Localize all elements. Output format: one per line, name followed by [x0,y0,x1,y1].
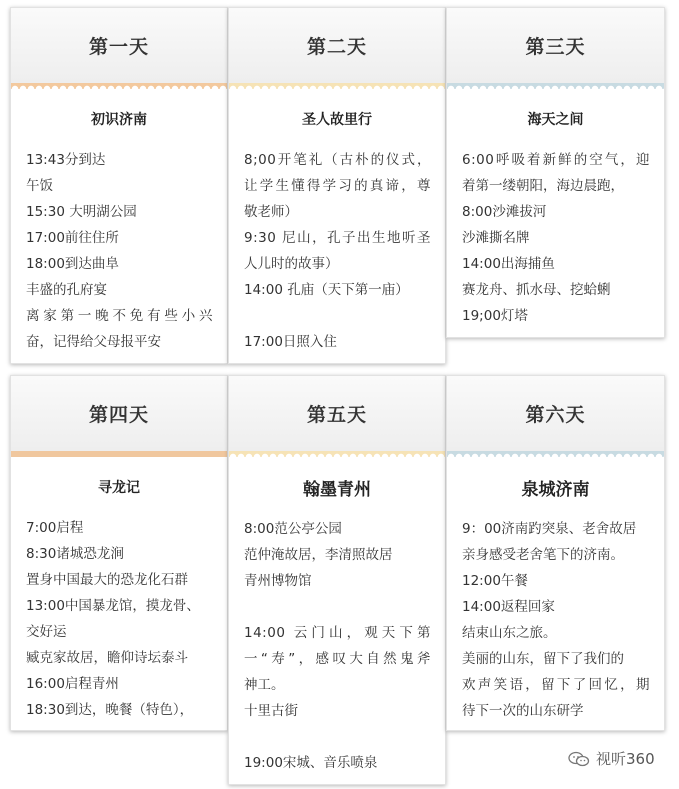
itinerary-line: 亲身感受老舍笔下的济南。 [462,547,624,563]
day-subtitle: 初识济南 [91,112,147,128]
itinerary-line: 8;00开笔礼（古朴的仪式， [244,152,431,168]
itinerary-list [229,147,445,355]
itinerary-line [244,724,431,750]
itinerary-line: 8:00范公亭公园 [244,521,342,537]
day-header: 第五天 [229,376,445,451]
itinerary-line: 6:00呼吸着新鲜的空气，迎 [462,152,650,168]
day-card-5 [228,375,446,785]
itinerary-line: 9：00济南趵突泉、老舍故居 [462,521,637,537]
itinerary-line: 8:30诸城恐龙涧 [26,546,124,562]
itinerary-line: 离家第一晚不免有些小兴 [26,308,213,324]
itinerary-line: 16:00启程青州 [26,676,119,692]
itinerary-line: 19:00宋城、音乐喷泉 [244,755,378,771]
itinerary-line: 着第一缕朝阳，海边晨跑， [462,178,624,194]
itinerary-line: 9:30 尼山，孔子出生地听圣 [244,230,431,246]
itinerary-line: 结束山东之旅。 [462,625,557,641]
itinerary-line: 8:00沙滩拔河 [462,204,547,220]
itinerary-line: 待下一次的山东研学 [462,703,584,719]
itinerary-list [11,147,227,355]
day-subtitle: 寻龙记 [98,480,140,496]
itinerary-line: 13:43分到达 [26,152,106,168]
itinerary-line: 赛龙舟、抓水母、挖蛤蜊 [462,282,611,298]
day-subtitle: 海天之间 [527,112,584,128]
itinerary-line: 置身中国最大的恐龙化石群 [26,572,188,588]
itinerary-line: 17:00日照入住 [244,334,337,350]
itinerary-line: 神工。 [244,677,285,693]
itinerary-line: 15:30 大明湖公园 [26,204,137,220]
itinerary-line: 奋，记得给父母报平安 [26,334,161,350]
itinerary-list [447,516,664,724]
itinerary-line: 午饭 [26,178,53,194]
itinerary-line: 敬老师） [244,204,298,220]
day-card-6 [446,375,665,731]
day-header: 第六天 [447,376,664,451]
itinerary-line: 美丽的山东，留下了我们的 [462,651,624,667]
itinerary-list [447,147,664,329]
itinerary-line: 7:00启程 [26,520,84,536]
header-divider [11,451,227,457]
day-subtitle: 圣人故里行 [302,112,372,128]
watermark [568,748,655,769]
header-divider [229,83,445,89]
itinerary-line [244,303,431,329]
day-subtitle: 泉城济南 [521,480,590,500]
day-header: 第三天 [447,8,664,83]
itinerary-line: 14:00出海捕鱼 [462,256,555,272]
day-header: 第四天 [11,376,227,451]
header-divider [447,83,664,89]
day-card-2 [228,7,446,364]
itinerary-line: 17:00前往住所 [26,230,119,246]
itinerary-line: 欢声笑语，留下了回忆，期 [462,677,650,693]
itinerary-line: 13:00中国暴龙馆，摸龙骨、 [26,598,200,614]
watermark-text: 视听360 [596,750,655,768]
itinerary-line: 臧克家故居，瞻仰诗坛泰斗 [26,650,188,666]
itinerary-line: 人儿时的故事） [244,256,339,272]
day-subtitle: 翰墨青州 [303,480,371,500]
wechat-icon [568,751,590,767]
itinerary-line: 14:00返程回家 [462,599,555,615]
day-card-3 [446,7,665,338]
day-card-1 [10,7,228,364]
header-divider [229,451,445,457]
itinerary-line: 沙滩撕名牌 [462,230,530,246]
itinerary-line: 19;00灯塔 [462,308,528,324]
day-header: 第一天 [11,8,227,83]
itinerary-line: 14:00 孔庙（天下第一庙） [244,282,409,298]
itinerary-line: 青州博物馆 [244,573,312,589]
header-divider [447,451,664,457]
itinerary-line [244,594,431,620]
itinerary-line: 14:00 云门山，观天下第 [244,625,431,641]
header-divider [11,83,227,89]
day-card-4 [10,375,228,731]
itinerary-line: 范仲淹故居，李清照故居 [244,547,393,563]
itinerary-line: 18:30到达，晚餐（特色）， [26,702,194,718]
itinerary-line: 交好运 [26,624,67,640]
itinerary-line: 十里古街 [244,703,298,719]
itinerary-line: 一“寿”，感叹大自然鬼斧 [244,651,431,667]
itinerary-line: 丰盛的孔府宴 [26,282,107,298]
itinerary-line: 让学生懂得学习的真谛，尊 [244,178,431,194]
itinerary-list [11,515,227,723]
itinerary-list [229,516,445,776]
itinerary-line: 12:00午餐 [462,573,528,589]
day-header: 第二天 [229,8,445,83]
itinerary-line: 18:00到达曲阜 [26,256,119,272]
